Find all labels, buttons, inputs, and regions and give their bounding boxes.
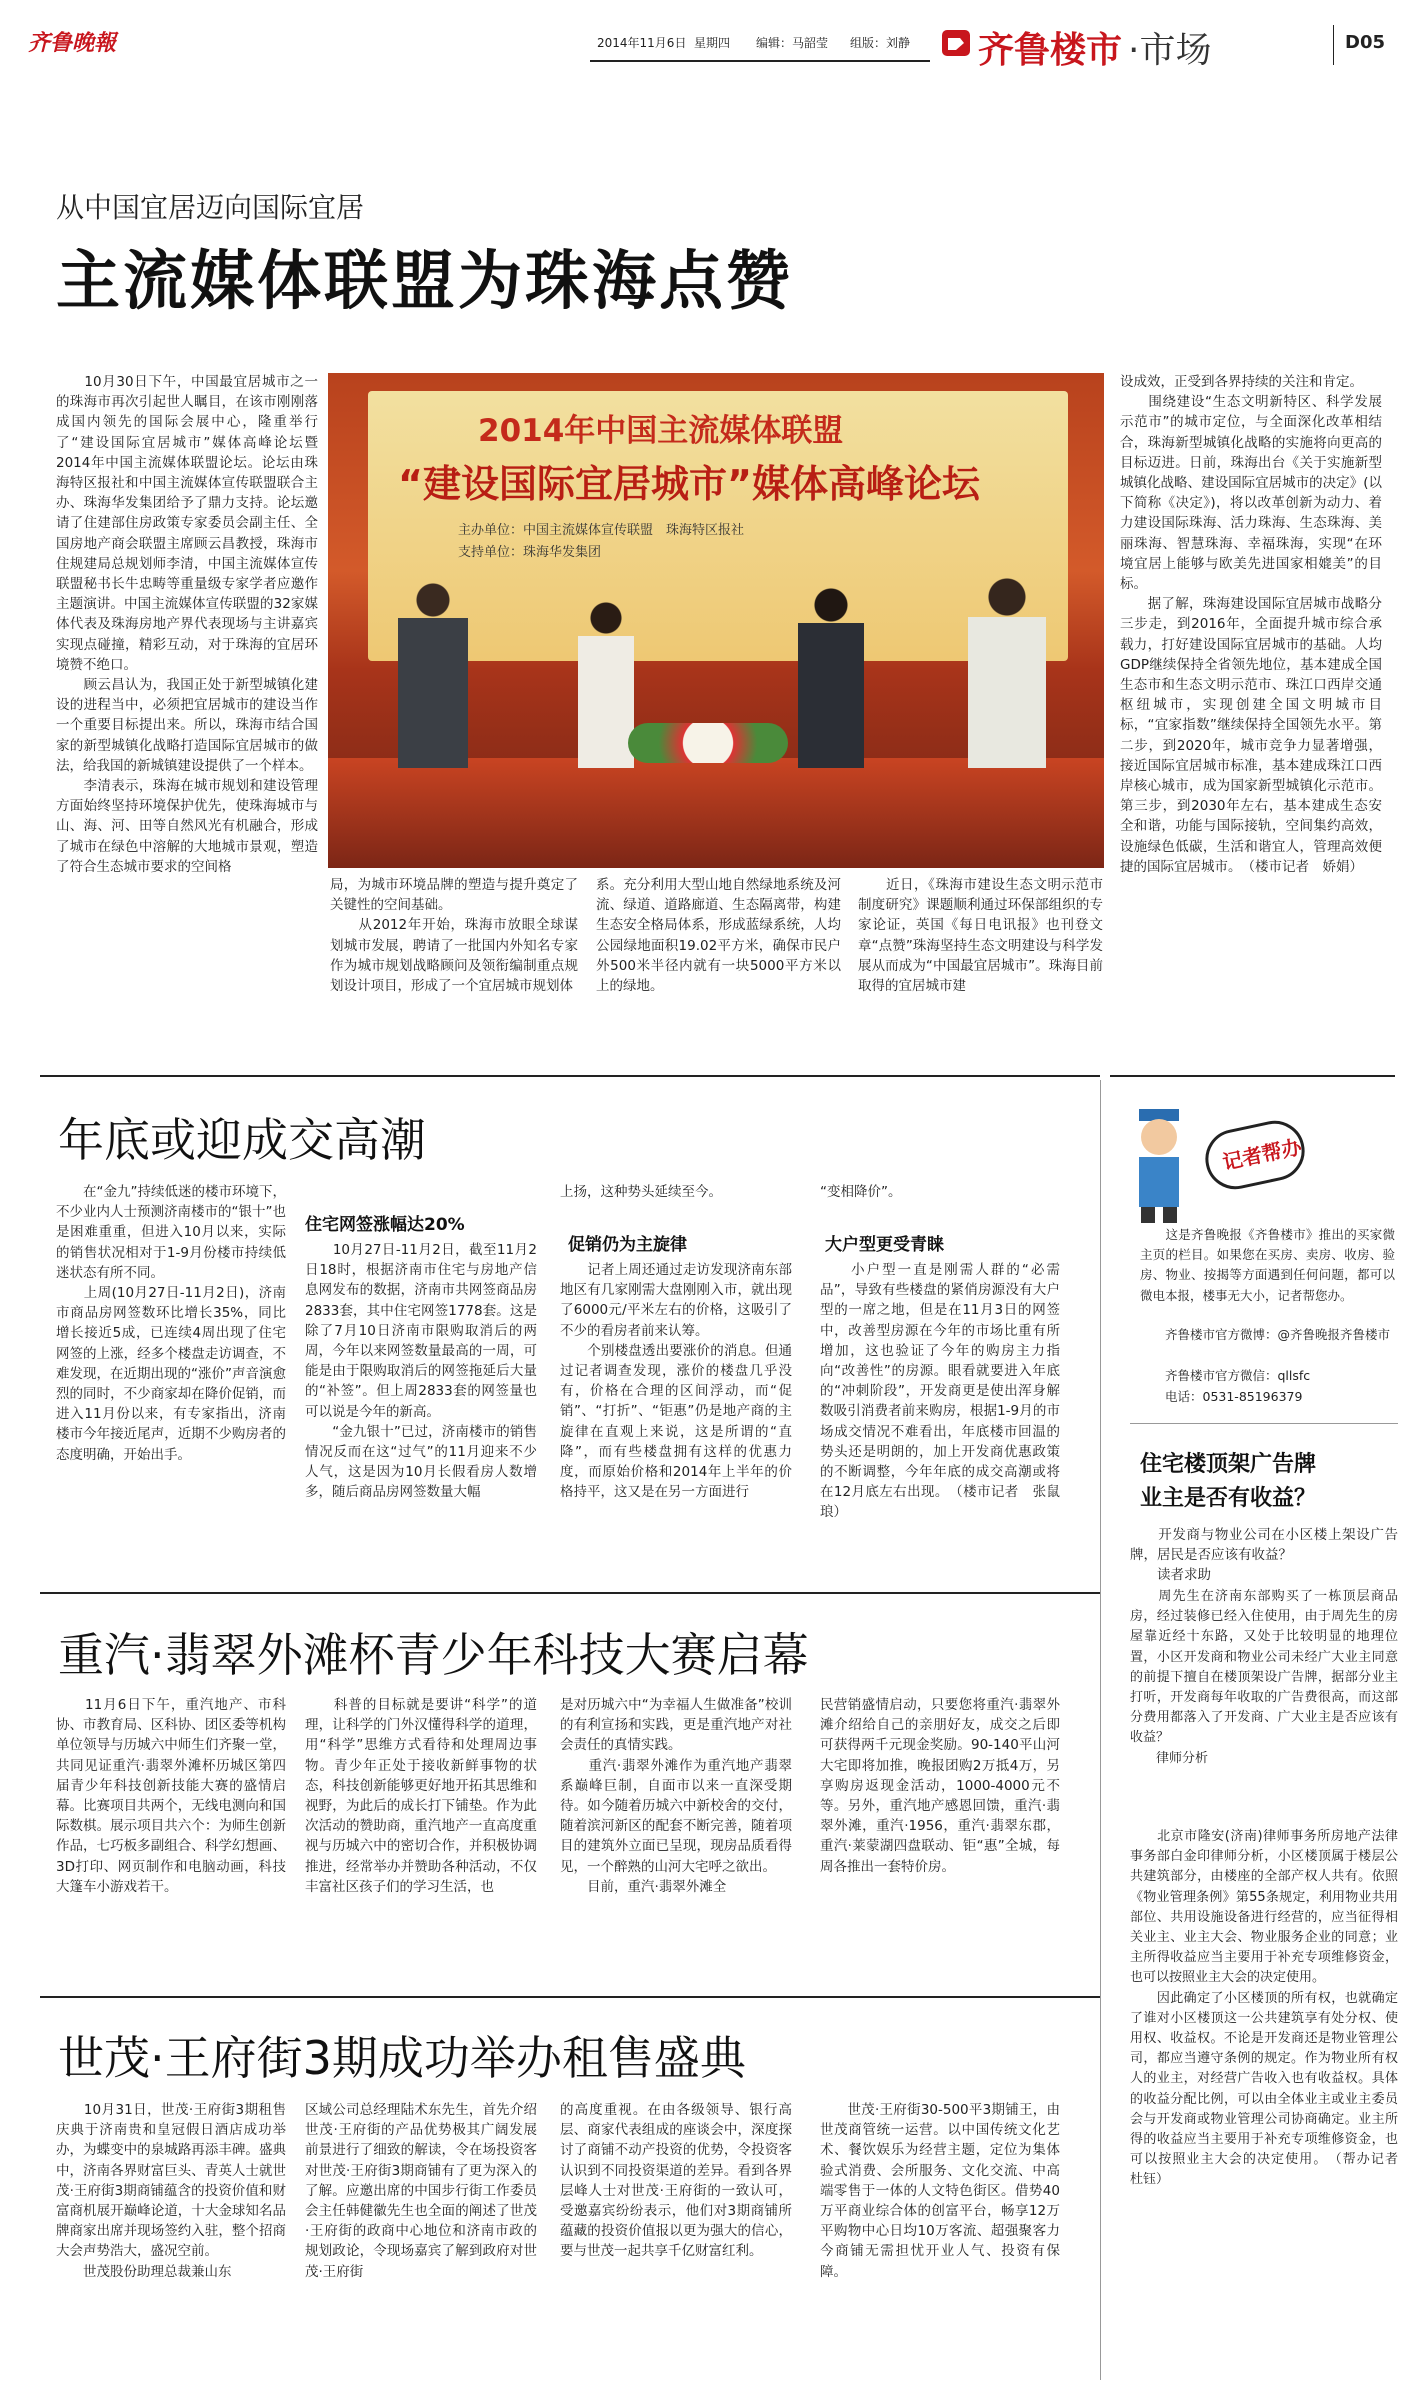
sidebar-phone: 电话：0531-85196379 xyxy=(1140,1389,1303,1404)
sidebar-divider xyxy=(1100,1080,1101,2380)
article2-subhead-1: 住宅网签涨幅达20% xyxy=(305,1215,465,1235)
divider-2 xyxy=(40,1592,1100,1594)
reporter-help-badge-text: 记者帮办 xyxy=(1220,1134,1304,1175)
page-number: D05 xyxy=(1345,32,1385,53)
article3-col1: 11月6日下午，重汽地产、市科协、市教育局、区科协、团区委等机构单位领导与历城六中师生们齐聚一堂，共同见证重汽·翡翠外滩杯历城区第四届青少年科技创新技能大赛的盛情启幕。比赛项目共两个，无线电测向和国际数棋。展示项目共六个：为师生创新作品，七巧板多副组合、科学幻想画、3D打印、网页制作和电脑动画，科技大篷车小游戏若干。 xyxy=(56,1697,286,1895)
article2-col3-top: 上扬，这种势头延续至今。 xyxy=(560,1184,722,1200)
article3-headline: 重汽·翡翠外滩杯青少年科技大赛启幕 xyxy=(58,1628,809,1682)
article-shimao xyxy=(0,2000,1100,2383)
article4-col4: 世茂·王府街30-500平3期铺王，由世茂商管统一运营。以中国传统文化艺术、餐饮娱乐为经营主题，定位为集体验式消费、会所服务、文化交流、中高端零售于一体的人文特色街区。借势40万平商业综合体的创富平台，畅享12万平购物中心日均10万客流、超强聚客力今商铺无需担忧开业人气、投资有保障。 xyxy=(820,2102,1060,2280)
divider-1 xyxy=(40,1075,1100,1077)
paper-logo: 齐鲁晚報 xyxy=(28,30,117,56)
article-year-end xyxy=(0,1080,1100,1590)
article-body-col4: 近日，《珠海市建设生态文明示范市制度研究》课题顺利通过环保部组织的专家论证，英国《每日电讯报》也刊登文章“点赞”珠海坚持生态文明建设与科学发展从而成为“中国最宜居城市”。珠海目前取得的宜居城市建 xyxy=(858,877,1103,995)
banner-organizers: 主办单位：中国主流媒体宣传联盟 珠海特区报社 xyxy=(458,523,745,538)
header-divider xyxy=(590,60,930,62)
sidebar-question-title-2: 业主是否有收益？ xyxy=(1140,1486,1317,1511)
article-body-col2: 局，为城市环境品牌的塑造与提升奠定了关键性的空间基础。 从2012年开始，珠海市放眼全球谋划城市发展，聘请了一批国内外知名专家作为城市规划战略顾问及领衔编制重点规划设计项目，形成了一个宜居城市规划体 xyxy=(330,877,578,995)
divider-1b xyxy=(1110,1075,1395,1077)
sidebar-box-rule xyxy=(1130,1423,1398,1424)
article2-col4-top: “变相降价”。 xyxy=(820,1184,902,1200)
article-body-col3: 系。充分利用大型山地自然绿地系统及河流、绿道、道路廊道、生态隔离带，构建生态安全格局体系，形成蓝绿系统，人均公园绿地面积19.02平方米，确保市民户外500米半径内就有一块5000平方米以上的绿地。 xyxy=(596,877,841,995)
article3-col2: 科普的目标就是要讲“科学”的道理，让科学的门外汉懂得科学的道理，用“科学”思维方式看待和处理周边事物。青少年正处于接收新鲜事物的状态，科技创新能够更好地开拓其思维和视野，为此后的成长打下铺垫。作为此次活动的赞助商，重汽地产一直高度重视与历城六中的密切合作，并积极协调推进，经常举办并赞助各种活动，不仅丰富社区孩子们的学习生活，也 xyxy=(305,1697,537,1895)
article2-subhead-3: 大户型更受青睐 xyxy=(825,1235,944,1255)
stage-platform xyxy=(328,758,1104,868)
speaker-2 xyxy=(578,598,634,768)
article3-col4: 民营销盛情启动，只要您将重汽·翡翠外滩介绍给自己的亲朋好友，成交之后即可获得两千元现金奖励。90-140平山河大宅即将加推，晚报团购2万抵4万，另享购房返现金活动，1000-4000元不等。另外，重汽地产感恩回馈，重汽·翡翠外滩，重汽·1956，重汽·翡翠东郡，重汽·莱蒙湖四盘联动、钜“惠”全城，每周各推出一套特价房。 xyxy=(820,1697,1060,1875)
divider-3 xyxy=(40,1996,1100,1998)
article2-col4: 小户型一直是刚需人群的“必需品”，导致有些楼盘的紧俏房源没有大户型的一席之地，但是在11月3日的网签中，改善型房源在今年的市场比重有所增加，这也验证了今年的购房主力指向“改善性”的房源。眼看就要进入年底的“冲刺阶段”，开发商更是使出浑身解数吸引消费者前来购房，根据1-9月的市场成交情况不难看出，年底楼市回温的势头还是明朗的，加上开发商优惠政策的不断调整，今年年底的成交高潮或将在12月底左右出现。 （楼市记者 张鼠琅） xyxy=(820,1262,1060,1521)
speaker-3 xyxy=(798,583,864,768)
page-number-divider xyxy=(1333,25,1334,65)
issue-date: 2014年11月6日 xyxy=(597,36,687,50)
article-zhuhai xyxy=(0,140,1409,1080)
sidebar-intro: 这是齐鲁晚报《齐鲁楼市》推出的买家微主页的栏目。如果您在买房、卖房、收房、验房、物业、按揭等方面遇到任何问题，都可以微电本报，楼事无大小，记者帮您办。 xyxy=(1140,1227,1395,1303)
article2-subhead-2: 促销仍为主旋律 xyxy=(568,1235,687,1255)
editor: 编辑：马韶莹 xyxy=(756,36,829,50)
article2-col3: 记者上周还通过走访发现济南东部地区有几家刚需大盘刚刚入市，就出现了6000元/平米左右的价格，这吸引了不少的看房者前来认筹。 个别楼盘透出要涨价的消息。但通过记者调查发现，涨价的楼盘几乎没有，价格在合理的区间浮动，而“促销”、“打折”、“钜惠”仍是地产商的主旋律在直观上来说，这是所谓的“直降”，而有些楼盘拥有这样的优惠力度，而原始价格和2014年上半年的价格持平，这又是在另一方面进行 xyxy=(560,1262,792,1501)
article-headline: 主流媒体联盟为珠海点赞 xyxy=(56,245,793,319)
speaker-1 xyxy=(398,578,468,768)
forum-photo xyxy=(328,373,1104,868)
issue-weekday: 星期四 xyxy=(694,36,731,50)
sidebar-question-title-1: 住宅楼顶架广告牌 xyxy=(1140,1452,1317,1477)
article3-col3: 是对历城六中“为幸福人生做准备”校训的有利宣扬和实践，更是重汽地产对社会责任的真情实践。 重汽·翡翠外滩作为重汽地产翡翠系巅峰巨制，自面市以来一直深受期待。如今随着历城六中新校舍的交付，随着滨河新区的配套不断完善，随着项目的建筑外立面已呈现，现房品质看得见，一个醉熟的山河大宅呼之欲出。 目前，重汽·翡翠外滩全 xyxy=(560,1697,792,1895)
article-body-col5: 设成效，正受到各界持续的关注和肯定。 围绕建设“生态文明新特区、科学发展示范市”的城市定位，与全面深化改革相结合，珠海新型城镇化战略的实施将向更高的目标迈进。日前，珠海出台《关于实施新型城镇化战略、建设国际宜居城市的决定》(以下简称《决定》)，将以改革创新为动力、着力建设国际珠海、活力珠海、生态珠海、美丽珠海、智慧珠海、幸福珠海，实现“在环境宜居上能够与欧美先进国家相媲美”的目标。 据了解，珠海建设国际宜居城市战略分三步走，到2016年，全面提升城市综合承载力，打好建设国际宜居城市的基础。人均GDP继续保持全省领先地位，基本建成全国生态市和生态文明示范市、珠江口西岸交通枢纽城市，实现创建全国文明城市目标，“宜家指数”继续保持全国领先水平。第二步，到2020年，城市竞争力显著增强，接近国际宜居城市标准，基本建成珠江口西岸核心城市，成为国家新型城镇化示范市。第三步，到2030年左右，基本建成生态安全和谐，功能与国际接轨，空间集约高效，设施绿色低碳，生活和谐宜人，管理高效便捷的国际宜居城市。 （楼市记者 娇娟） xyxy=(1120,374,1382,875)
sidebar-weibo: 齐鲁楼市官方微博：@齐鲁晚报齐鲁楼市 xyxy=(1140,1327,1391,1342)
speaker-4 xyxy=(968,573,1046,768)
article4-headline: 世茂·王府街3期成功举办租售盛典 xyxy=(58,2031,746,2085)
reporter-help-badge xyxy=(1200,1115,1310,1194)
article-body-col1: 10月30日下午，中国最宜居城市之一的珠海市再次引起世人瞩目，在该市刚刚落成国内领先的国际会展中心，隆重举行了“建设国际宜居城市”媒体高峰论坛暨2014年中国主流媒体联盟论坛。论坛由珠海特区报社和中国主流媒体宣传联盟联合主办、珠海华发集团给予了鼎力支持。论坛邀请了住建部住房政策专家委员会副主任、全国房地产商会联盟主席顾云昌教授，珠海市住规建局总规划师李清，中国主流媒体宣传联盟秘书长牛忠畴等重量级专家学者应邀作主题演讲。中国主流媒体宣传联盟的32家媒体代表及珠海房地产界代表现场与主讲嘉宾实现点碰撞，精彩互动，对于珠海的宜居环境赞不绝口。 顾云昌认为，我国正处于新型城镇化建设的进程当中，必须把宜居城市的建设当作一个重要目标提出来。所以，珠海市结合国家的新型城镇化战略打造国际宜居城市的做法，给我国的新城镇建设提供了一个样本。 李清表示，珠海在城市规划和建设管理方面始终坚持环境保护优先，使珠海城市与山、海、河、田等自然风光有机融合，形成了城市在绿色中溶解的大地城市景观，塑造了符合生态城市要求的空间格 xyxy=(56,374,318,875)
banner-line1: 2014年中国主流媒体联盟 xyxy=(478,413,844,449)
reporter-mascot-icon xyxy=(1125,1105,1195,1225)
sidebar-wechat: 齐鲁楼市官方微信：qllsfc xyxy=(1140,1368,1311,1383)
banner-line2: “建设国际宜居城市”媒体高峰论坛 xyxy=(398,462,980,506)
article2-col1: 在“金九”持续低迷的楼市环境下，不少业内人士预测济南楼市的“银十”也是困难重重，但进入10月以来，实际的销售状况相对于1-9月份楼市持续低迷状态有所不同。 上周(10月27日-11月2日)，济南市商品房网签数环比增长35%，同比增长接近5成，已连续4周出现了住宅网签的上涨，经多个楼盘走访调查，不难发现，在近期出现的“涨价”声音演愈烈的同时，不少商家却在降价促销，而进入11月份以来，有专家指出，济南楼市今年接近尾声，近期不少购房者的态度明确，开始出手。 xyxy=(56,1184,286,1463)
article4-col1: 10月31日，世茂·王府街3期租售庆典于济南贵和皇冠假日酒店成功举办，为蝶变中的泉城路再添丰碑。盛典中，济南各界财富巨头、青英人士就世茂·王府街3期商铺蕴含的投资价值和财富商机展开巅峰论道，十大金球知名品牌商家出席并现场签约入驻，整个招商大会声势浩大，盛况空前。 世茂股份助理总裁兼山东 xyxy=(56,2102,286,2280)
layout-editor: 组版：刘静 xyxy=(850,36,911,50)
section-subtitle: ·市场 xyxy=(1128,30,1212,71)
sidebar-story: 周先生在济南东部购买了一栋顶层商品房，经过装修已经入住使用，由于周先生的房屋靠近经十东路，又处于比较明显的地理位置，小区开发商和物业公司未经广大业主同意的前提下擅自在楼顶架设广告牌，据部分业主打听，开发商每年收取的广告费很高，而这部分费用都落入了开发商、广大业主是否应该有收益？ 律师分析 xyxy=(1130,1589,1398,1766)
sidebar-analysis: 北京市隆安(济南)律师事务所房地产法律事务部白金印律师分析，小区楼顶属于楼层公共建筑部分，由楼座的全部产权人共有。依照《物业管理条例》第55条规定，利用物业共用部位、共用设施设备进行经营的，应当征得相关业主、业主大会、物业服务企业的同意；业主所得收益应当主要用于补充专项维修资金，也可以按照业主大会的决定使用。 因此确定了小区楼顶的所有权，也就确定了谁对小区楼顶这一公共建筑享有处分权、使用权、收益权。不论是开发商还是物业管理公司，都应当遵守条例的规定。作为物业所有权人的业主，对经营广告收入也有收益权。具体的收益分配比例，可以由全体业主或业主委员会与开发商或物业管理公司协商确定。业主所得的收益应当主要用于补充专项维修资金，也可以按照业主大会的决定使用。 （帮办记者 杜钰） xyxy=(1130,1829,1398,2188)
masthead xyxy=(0,0,1409,70)
section-title: 齐鲁楼市 xyxy=(978,30,1123,71)
article2-col2: 10月27日-11月2日，截至11月2日18时，根据济南市住宅与房地产信息网发布的数据，济南市共网签商品房2833套，其中住宅网签1778套。这是除了7月10日济南市限购取消后的两周，今年以来网签数量最高的一周，可能是由于限购取消后的网签拖延后大量的“补签”。但上周2833套的网签量也可以说是今年的新高。 “金九银十”已过，济南楼市的销售情况反而在这“过气”的11月迎来不少人气，这是因为10月长假看房人数增多，随后商品房网签数量大幅 xyxy=(305,1242,537,1501)
article4-col3: 的高度重视。在由各级领导、银行高层、商家代表组成的座谈会中，深度探讨了商铺不动产投资的优势，令投资客认识到不同投资渠道的差异。看到各界层峰人士对世茂·王府街的一致认可，受邀嘉宾纷纷表示，他们对3期商铺所蕴藏的投资价值报以更为强大的信心，要与世茂一起共享千亿财富红利。 xyxy=(560,2102,792,2260)
sidebar-question: 开发商与物业公司在小区楼上架设广告牌，居民是否应该有收益？ 读者求助 xyxy=(1130,1527,1398,1584)
sidebar-reporter-help xyxy=(1110,1085,1400,2380)
article4-col2: 区域公司总经理陆术东先生，首先介绍世茂·王府街的产品优势极其广阔发展前景进行了细致的解读，令在场投资客对世茂·王府街3期商铺有了更为深入的了解。应邀出席的中国步行街工作委员会主任韩健徽先生也全面的阐述了世茂·王府街的政商中心地位和济南市政的规划政论，令现场嘉宾了解到政府对世茂·王府街 xyxy=(305,2102,537,2280)
article-tech-contest xyxy=(0,1595,1100,1995)
article2-headline: 年底或迎成交高潮 xyxy=(58,1113,426,1167)
section-logo-icon xyxy=(942,30,970,56)
banner-supporters: 支持单位：珠海华发集团 xyxy=(458,545,602,560)
article-kicker: 从中国宜居迈向国际宜居 xyxy=(56,191,365,224)
flower-table xyxy=(628,723,788,763)
